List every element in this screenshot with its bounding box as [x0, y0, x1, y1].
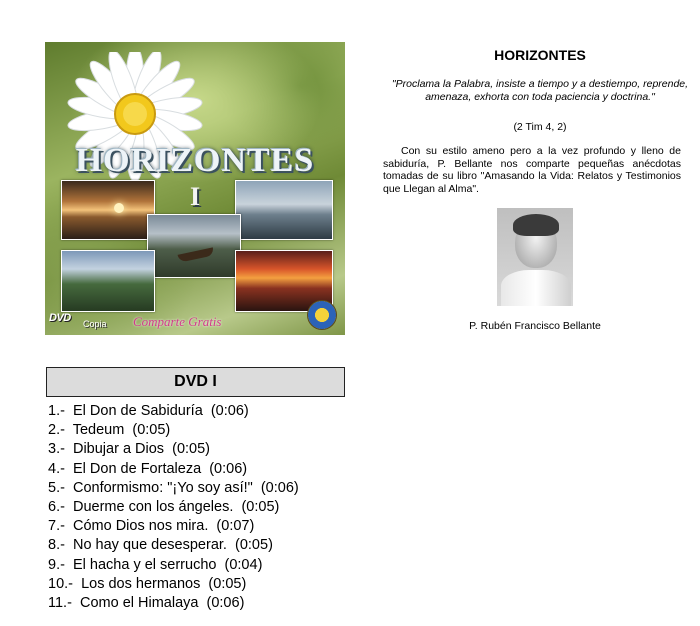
author-portrait: [497, 208, 573, 306]
track-list: [48, 402, 299, 613]
track-item: 11.- Como el Himalaya (0:06): [48, 595, 245, 612]
track-item: 6.- Duerme con los ángeles. (0:05): [48, 499, 280, 516]
track-item: 2.- Tedeum (0:05): [48, 422, 171, 439]
cover-tagline: Comparte Gratis: [133, 314, 222, 329]
dvd-logo: DVD: [49, 312, 71, 324]
dvd-header: DVD I: [46, 367, 345, 397]
quote-reference: (2 Tim 4, 2): [513, 121, 567, 133]
bible-quote: "Proclama la Palabra, insiste a tiempo y a destiempo, reprende, amenaza, exhorta con toda paciencia y doctrina.": [391, 78, 689, 103]
track-item: 1.- El Don de Sabiduría (0:06): [48, 403, 249, 419]
cover-volume: I: [189, 182, 201, 211]
track-item: 10.- Los dos hermanos (0:05): [48, 575, 247, 592]
seal-icon: [307, 300, 337, 330]
track-item: 4.- El Don de Fortaleza (0:06): [48, 460, 248, 477]
page-title: HORIZONTES: [494, 47, 586, 63]
track-item: 7.- Cómo Dios nos mira. (0:07): [48, 518, 255, 535]
dvd-cover-image: [45, 42, 345, 335]
mountain-valley-photo: [61, 250, 155, 312]
track-item: 5.- Conformismo: "¡Yo soy así!" (0:06): [48, 479, 299, 496]
cover-title: HORIZONTES: [75, 142, 315, 179]
track-item: 3.- Dibujar a Dios (0:05): [48, 441, 211, 458]
description-paragraph: Con su estilo ameno pero a la vez profundo y lleno de sabiduría, P. Bellante nos comparte pequeñas anécdotas tomadas de su libro "Amasando la Vida: Relatos y Testimonios que Llegan al Alma".: [383, 145, 681, 195]
track-item: 9.- El hacha y el serrucho (0:04): [48, 556, 263, 573]
author-name: P. Rubén Francisco Bellante: [469, 320, 601, 332]
copy-label: Copia: [83, 319, 107, 329]
track-item: 8.- No hay que desesperar. (0:05): [48, 537, 273, 554]
lake-boat-photo: [147, 214, 241, 278]
